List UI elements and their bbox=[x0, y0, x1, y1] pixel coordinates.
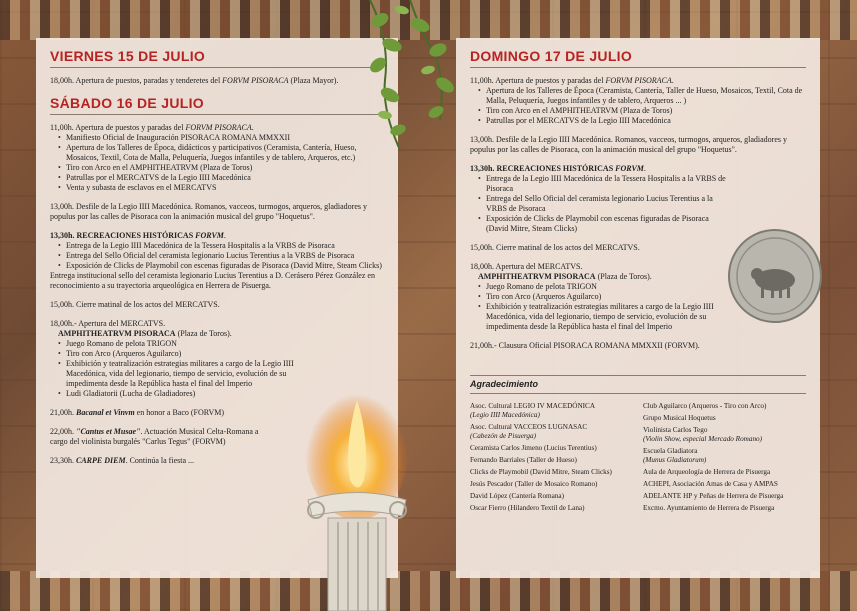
list-item bbox=[643, 426, 806, 444]
list-item: • Tiro con Arco en el AMPHITHEATRVM (Plaza de Toros) bbox=[478, 106, 806, 116]
list-item: • Apertura de los Talleres de Época, didácticos y participativos (Ceramista, Cantería, Hueso, Mosaicos, Textil, Cota de Malla, Peluquería, Juegos infantiles y de tablero, Arqueros, etc.) bbox=[58, 143, 384, 163]
event-list bbox=[470, 174, 726, 234]
event-heading-italic: FORVM bbox=[195, 231, 224, 240]
event-text: . bbox=[251, 123, 254, 132]
event-block bbox=[50, 76, 384, 86]
event-text: (Plaza de Toros). bbox=[175, 329, 232, 338]
event-block: 15,00h. Cierre matinal de los actos del MERCATVS. bbox=[470, 243, 640, 252]
acknowledgements-grid bbox=[470, 402, 806, 516]
list-item: • Juego Romano de pelota TRIGON bbox=[58, 339, 384, 349]
event-list bbox=[470, 282, 726, 332]
list-item: • Patrullas por el MERCATVS de la Legio IIII Macedónica bbox=[478, 116, 806, 126]
event-text: . Actuación Musical Celta-Romana a cargo del violinista burgalés "Carlus Tegus" (FORVM) bbox=[50, 427, 259, 446]
acknowledgements-title: Agradecimiento bbox=[470, 375, 806, 394]
list-item: • Tiro con Arco en el AMPHITHEATRVM (Plaza de Toros) bbox=[58, 163, 384, 173]
ack-sub: (Violin Show, especial Mercado Romano) bbox=[643, 435, 763, 443]
event-block: 13,00h. Desfile de la Legio IIII Macedónica. Romanos, vacceos, turmogos, arqueros, gladiadores y populus por las calles de Pisoraca con la animación musical del grupo "Hoquetus". bbox=[50, 202, 368, 221]
event-heading: AMPHITHEATRVM PISORACA bbox=[478, 272, 596, 281]
event-text: . bbox=[671, 76, 674, 85]
list-item bbox=[470, 402, 633, 420]
event-text: 18,00h. Apertura de puestos, paradas y tenderetes del bbox=[50, 76, 223, 85]
list-item: Jesús Pescador (Taller de Mosaico Romano) bbox=[470, 480, 598, 488]
event-time-text: 21,00h. bbox=[50, 408, 76, 417]
list-item: Fernando Barriales (Taller de Hueso) bbox=[470, 456, 577, 464]
event-heading-italic: CARPE DIEM bbox=[76, 456, 126, 465]
event-block bbox=[470, 164, 806, 234]
list-item: • Tiro con Arco (Arqueros Aguilarco) bbox=[58, 349, 384, 359]
event-heading-italic: Bacanal et Vinvm bbox=[76, 408, 135, 417]
list-item: • Manifiesto Oficial de Inauguración PISORACA ROMANA MMXXII bbox=[58, 133, 384, 143]
acknowledgements-column-1 bbox=[470, 402, 633, 516]
list-item: • Exposición de Clicks de Playmobil con escenas figuradas de Pisoraca (David Mitre, Steam Clicks) bbox=[58, 261, 384, 271]
list-item: ADELANTE HP y Peñas de Herrera de Pisuerga bbox=[643, 492, 784, 500]
event-time-text: 11,00h. Apertura de puestos y paradas del bbox=[470, 76, 606, 85]
list-item: Ceramista Carlos Jimeno (Lucius Terentius) bbox=[470, 444, 597, 452]
event-heading-italic: "Cantus et Musae" bbox=[76, 427, 141, 436]
list-item: ACHEPI, Asociación Amas de Casa y AMPAS bbox=[643, 480, 778, 488]
event-text: 18,00h.- Apertura del MERCATVS. bbox=[50, 319, 166, 328]
event-text-italic: FORVM PISORACA bbox=[185, 123, 252, 132]
event-list bbox=[470, 86, 806, 126]
event-list bbox=[50, 241, 384, 271]
ack-name: Asoc. Cultural LEGIO IV MACEDÓNICA bbox=[470, 402, 596, 410]
day-title-domingo: DOMINGO 17 DE JULIO bbox=[470, 48, 806, 68]
list-item bbox=[643, 447, 806, 465]
ack-name: Violinista Carlos Tego bbox=[643, 426, 708, 434]
event-block: 15,00h. Cierre matinal de los actos del MERCATVS. bbox=[50, 300, 220, 309]
list-item: David López (Cantería Romana) bbox=[470, 492, 564, 500]
event-block: 13,00h. Desfile de la Legio IIII Macedónica. Romanos, vacceos, turmogos, arqueros, gladiadores y populus por las calles de Pisoraca, con la animación musical del grupo "Hoquetus". bbox=[470, 135, 788, 154]
list-item: Excmo. Ayuntamiento de Herrera de Pisuerga bbox=[643, 504, 775, 512]
list-item: • Exhibición y teatralización estrategias militares a cargo de la Legio IIII Macedónica, vida del legionario, tiempo de servicio, evolución de su impedimenta desde la República hasta el final del Imperio bbox=[58, 359, 384, 389]
torch-column-image bbox=[298, 360, 416, 611]
list-item: • Entrega del Sello Oficial del ceramista legionario Lucius Terentius a la VRBS de Pisoraca bbox=[58, 251, 384, 261]
event-text: (Plaza Mayor). bbox=[288, 76, 339, 85]
ack-sub: (Legio IIII Macedónica) bbox=[470, 411, 540, 419]
event-block bbox=[50, 123, 384, 193]
roman-coin-image bbox=[727, 228, 823, 324]
event-heading-italic: FORVM bbox=[615, 164, 644, 173]
acknowledgements-column-2 bbox=[643, 402, 806, 516]
day-title-viernes: VIERNES 15 DE JULIO bbox=[50, 48, 384, 68]
event-text-italic: FORVM PISORACA bbox=[605, 76, 672, 85]
ack-sub: (Cabezón de Pisuerga) bbox=[470, 432, 537, 440]
list-item: • Juego Romano de pelota TRIGON bbox=[478, 282, 726, 292]
ivy-plant-image bbox=[340, 0, 470, 160]
list-item bbox=[470, 423, 633, 441]
list-item: Clicks de Playmobil (David Mitre, Steam Clicks) bbox=[470, 468, 612, 476]
event-time-text: 23,30h. bbox=[50, 456, 76, 465]
event-text: . bbox=[643, 164, 646, 173]
list-item: • Ludi Gladiatorii (Lucha de Gladiadores) bbox=[58, 389, 384, 399]
list-item: • Apertura de los Talleres de Época (Ceramista, Cantería, Taller de Hueso, Mosaicos, Textil, Cota de Malla, Peluquería, Juegos infantiles y de tablero, Arqueros ... ) bbox=[478, 86, 806, 106]
event-text: (Plaza de Toros). bbox=[595, 272, 652, 281]
event-heading: 13,30h. RECREACIONES HISTÓRICAS bbox=[50, 231, 196, 240]
event-text: . Continúa la fiesta ... bbox=[125, 456, 195, 465]
list-item: • Exhibición y teatralización estrategias militares a cargo de la Legio IIII Macedónica, vida del legionario, tiempo de servicio, evolución de su impedimenta desde la República hasta el final del Imperio bbox=[478, 302, 726, 332]
list-item: Grupo Musical Hoquetus bbox=[643, 414, 716, 422]
event-heading: 13,30h. RECREACIONES HISTÓRICAS bbox=[470, 164, 616, 173]
day-title-sabado: SÁBADO 16 DE JULIO bbox=[50, 95, 384, 115]
list-item: • Entrega de la Legio IIII Macedónica de la Tessera Hospitalis a la VRBS de Pisoraca bbox=[58, 241, 384, 251]
event-heading: AMPHITHEATRVM PISORACA bbox=[58, 329, 176, 338]
list-item: • Tiro con Arco (Arqueros Aguilarco) bbox=[478, 292, 726, 302]
event-time-text: 22,00h. bbox=[50, 427, 76, 436]
event-time-text: 11,00h. Apertura de puestos y paradas del bbox=[50, 123, 186, 132]
ack-name: Asoc. Cultural VACCEOS LUGNASAC bbox=[470, 423, 588, 431]
list-item: • Patrullas por el MERCATVS de la Legio IIII Macedónica bbox=[58, 173, 384, 183]
list-item: • Entrega del Sello Oficial del ceramista legionario Lucius Terentius a la VRBS de Pisoraca bbox=[478, 194, 726, 214]
event-block bbox=[50, 231, 384, 291]
ack-sub: (Munus Gladiatorum) bbox=[643, 456, 707, 464]
list-item: Aula de Arqueología de Herrera de Pisuerga bbox=[643, 468, 771, 476]
ack-name: Escuela Gladiatora bbox=[643, 447, 698, 455]
list-item: • Exposición de Clicks de Playmobil con escenas figuradas de Pisoraca (David Mitre, Steam Clicks) bbox=[478, 214, 726, 234]
list-item: Club Aguilarco (Arqueros - Tiro con Arco) bbox=[643, 402, 767, 410]
event-text: Entrega institucional sello del ceramista legionario Lucius Terentius a D. Cerásero Pérez González en reconocimiento a su trayectoria arqueológica en Herrera de Pisuerga. bbox=[50, 271, 375, 290]
list-item: • Entrega de la Legio IIII Macedónica de la Tessera Hospitalis a la VRBS de Pisoraca bbox=[478, 174, 726, 194]
event-text: . bbox=[223, 231, 226, 240]
event-block bbox=[470, 76, 806, 126]
event-text: 18,00h. Apertura del MERCATVS. bbox=[470, 262, 583, 271]
event-text-italic: FORVM PISORACA bbox=[222, 76, 289, 85]
list-item: Oscar Fierro (Hilandero Textil de Lana) bbox=[470, 504, 585, 512]
event-block: 21,00h.- Clausura Oficial PISORACA ROMANA MMXXII (FORVM). bbox=[470, 341, 700, 350]
list-item: • Venta y subasta de esclavos en el MERCATVS bbox=[58, 183, 384, 193]
event-text: en honor a Baco (FORVM) bbox=[134, 408, 225, 417]
event-list bbox=[50, 133, 384, 193]
